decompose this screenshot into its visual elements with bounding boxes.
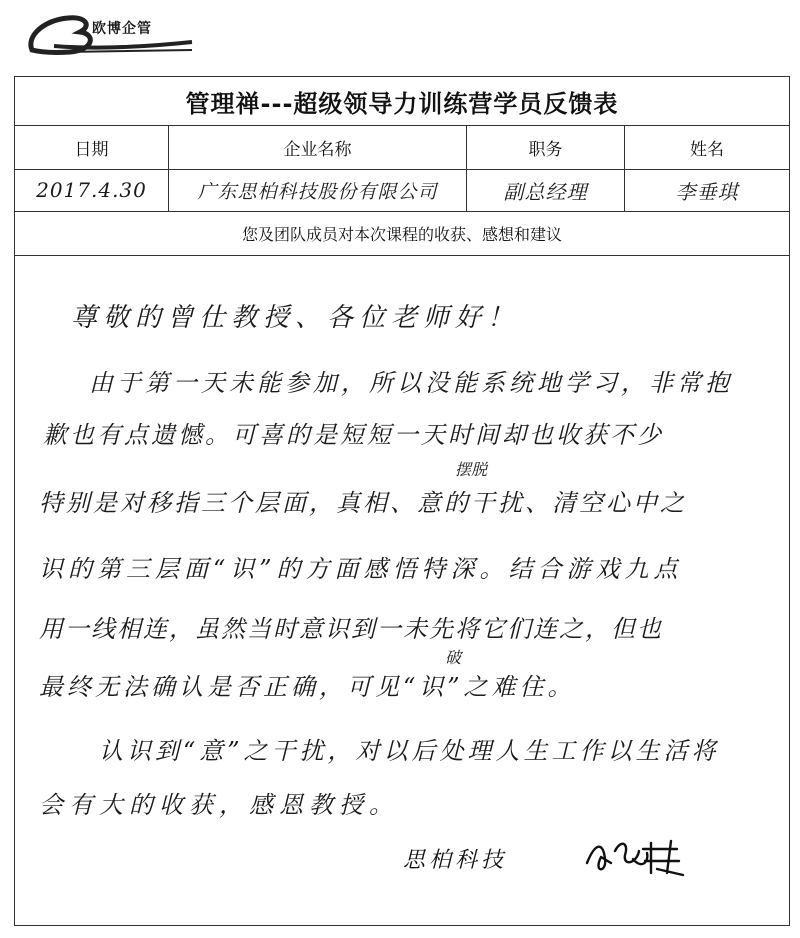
insertion-above-line-7: 破 (445, 648, 462, 667)
header-name: 姓名 (690, 139, 724, 160)
signature-company: 思柏科技 (403, 848, 508, 873)
value-row (15, 169, 789, 212)
header-company: 企业名称 (169, 125, 467, 169)
header-date: 日期 (15, 125, 169, 169)
logo-brand-text: 欧博企管 (92, 21, 152, 37)
letter-line-6: 用一线相连，虽然当时意识到一未先将它们连之，但也 (39, 615, 663, 643)
letter-line-4: 特别是对移指三个层面，真相、意的干扰、清空心中之 (39, 489, 687, 517)
value-name: 李垂琪 (675, 179, 739, 204)
letter-body (15, 255, 789, 925)
insertion-above-line-4: 摆脱 (455, 460, 488, 479)
handwritten-signature (581, 833, 691, 881)
value-company: 广东思柏科技股份有限公司 (169, 169, 467, 211)
header-row (15, 125, 789, 170)
company-logo (24, 6, 194, 58)
section-title: 您及团队成员对本次课程的收获、感想和建议 (15, 211, 789, 256)
letter-line-9: 会有大的收获，感恩教授。 (39, 791, 399, 819)
letter-line-3: 歉也有点遗憾。可喜的是短短一天时间却也收获不少 (43, 421, 664, 449)
header-position: 职务 (467, 125, 625, 169)
value-date: 2017.4.30 (15, 169, 169, 211)
letter-line-1: 尊敬的曾仕教授、各位老师好！ (71, 303, 520, 333)
letter-line-5: 识的第三层面“识”的方面感悟特深。结合游戏九点 (39, 555, 683, 583)
value-position: 副总经理 (467, 169, 625, 211)
letter-line-2: 由于第一天未能参加，所以没能系统地学习，非常抱 (89, 369, 733, 397)
letter-line-8: 认识到“意”之干扰，对以后处理人生工作以生活将 (99, 737, 720, 765)
form-title: 管理禅---超级领导力训练营学员反馈表 (15, 77, 789, 126)
letter-line-7: 最终无法确认是否正确，可见“识”之难住。 (39, 673, 576, 701)
feedback-form (14, 76, 790, 926)
